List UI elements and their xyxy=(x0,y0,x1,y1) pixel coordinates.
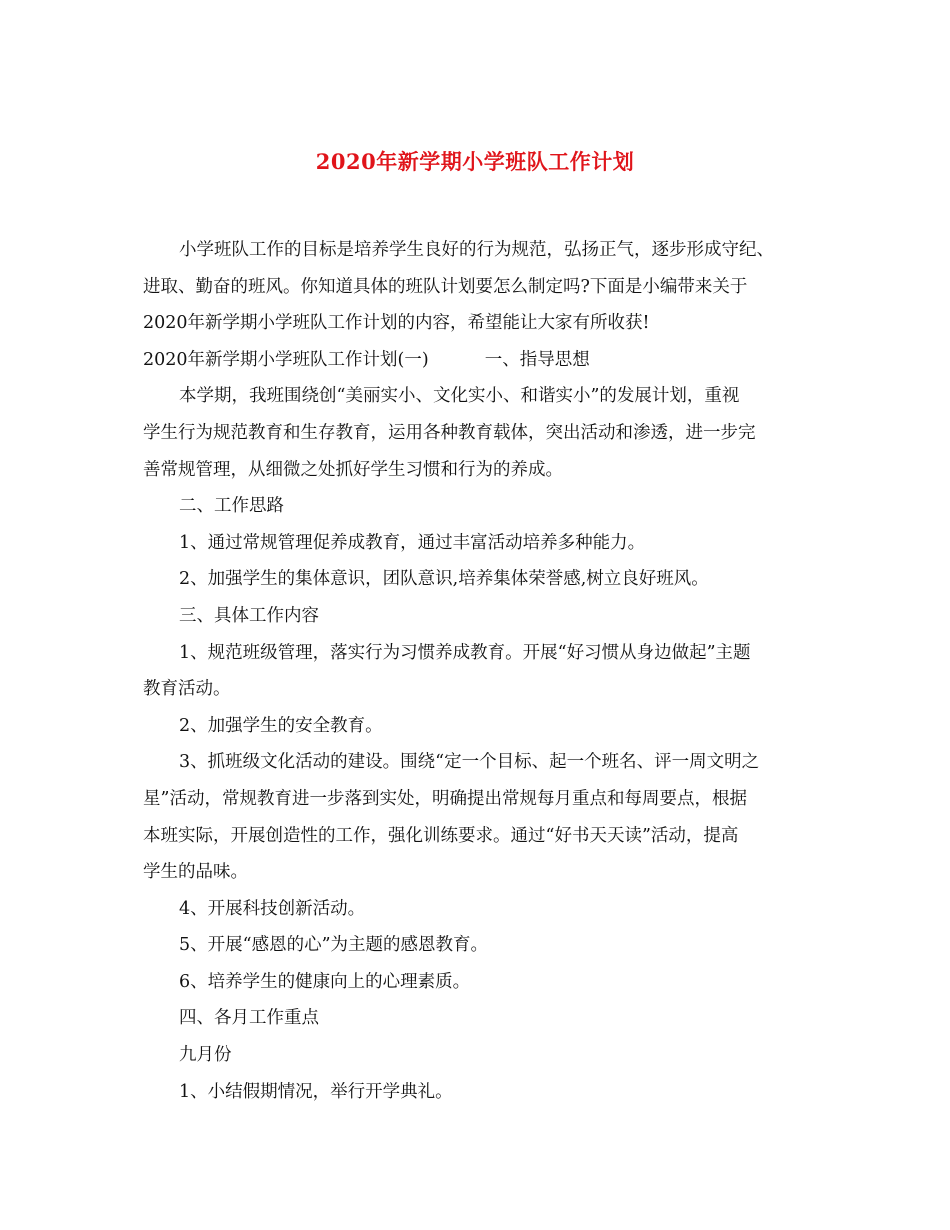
list-item: 5、开展“感恩的心”为主题的感恩教育。 xyxy=(179,935,489,956)
list-item-continued: 学生的品味。 xyxy=(143,862,248,883)
month-heading: 九月份 xyxy=(179,1045,232,1066)
paragraph-line: 善常规管理，从细微之处抓好学生习惯和行为的养成。 xyxy=(143,459,563,480)
paragraph-line: 本学期，我班围绕创“美丽实小、文化实小、和谐实小”的发展计划，重视 xyxy=(179,386,740,407)
list-item: 1、小结假期情况，举行开学典礼。 xyxy=(179,1081,453,1102)
list-item: 1、通过常规管理促养成教育，通过丰富活动培养多种能力。 xyxy=(179,532,646,553)
paragraph-line: 2020年新学期小学班队工作计划的内容，希望能让大家有所收获! xyxy=(143,313,650,334)
list-item: 4、开展科技创新活动。 xyxy=(179,898,366,919)
list-item: 3、抓班级文化活动的建设。围绕“定一个目标、起一个班名、评一周文明之 xyxy=(179,752,760,773)
section-heading: 二、工作思路 xyxy=(179,496,284,517)
document-title: 2020年新学期小学班队工作计划 xyxy=(315,149,635,174)
section-heading: 三、具体工作内容 xyxy=(179,605,319,626)
list-item-continued: 本班实际，开展创造性的工作，强化训练要求。通过“好书天天读”活动，提高 xyxy=(143,825,739,846)
list-item: 2、加强学生的安全教育。 xyxy=(179,715,383,736)
document-body xyxy=(143,232,813,1110)
heading-line xyxy=(143,342,813,379)
list-item: 2、加强学生的集体意识，团队意识,培养集体荣誉感,树立良好班风。 xyxy=(179,569,709,590)
list-item: 6、培养学生的健康向上的心理素质。 xyxy=(179,971,471,992)
section-heading: 四、各月工作重点 xyxy=(179,1008,319,1029)
paragraph-line: 进取、勤奋的班风。你知道具体的班队计划要怎么制定吗?下面是小编带来关于 xyxy=(143,276,748,297)
section-title: 2020年新学期小学班队工作计划(一) xyxy=(143,349,429,370)
paragraph-line: 学生行为规范教育和生存教育，运用各种教育载体，突出活动和渗透，进一步完 xyxy=(143,422,756,443)
section-heading: 一、指导思想 xyxy=(484,349,590,370)
list-item: 1、规范班级管理，落实行为习惯养成教育。开展“好习惯从身边做起”主题 xyxy=(179,642,751,663)
list-item-continued: 星”活动，常规教育进一步落到实处，明确提出常规每月重点和每周要点，根据 xyxy=(143,788,747,809)
paragraph-line: 小学班队工作的目标是培养学生良好的行为规范，弘扬正气，逐步形成守纪、 xyxy=(179,240,774,260)
list-item-continued: 教育活动。 xyxy=(143,679,231,700)
